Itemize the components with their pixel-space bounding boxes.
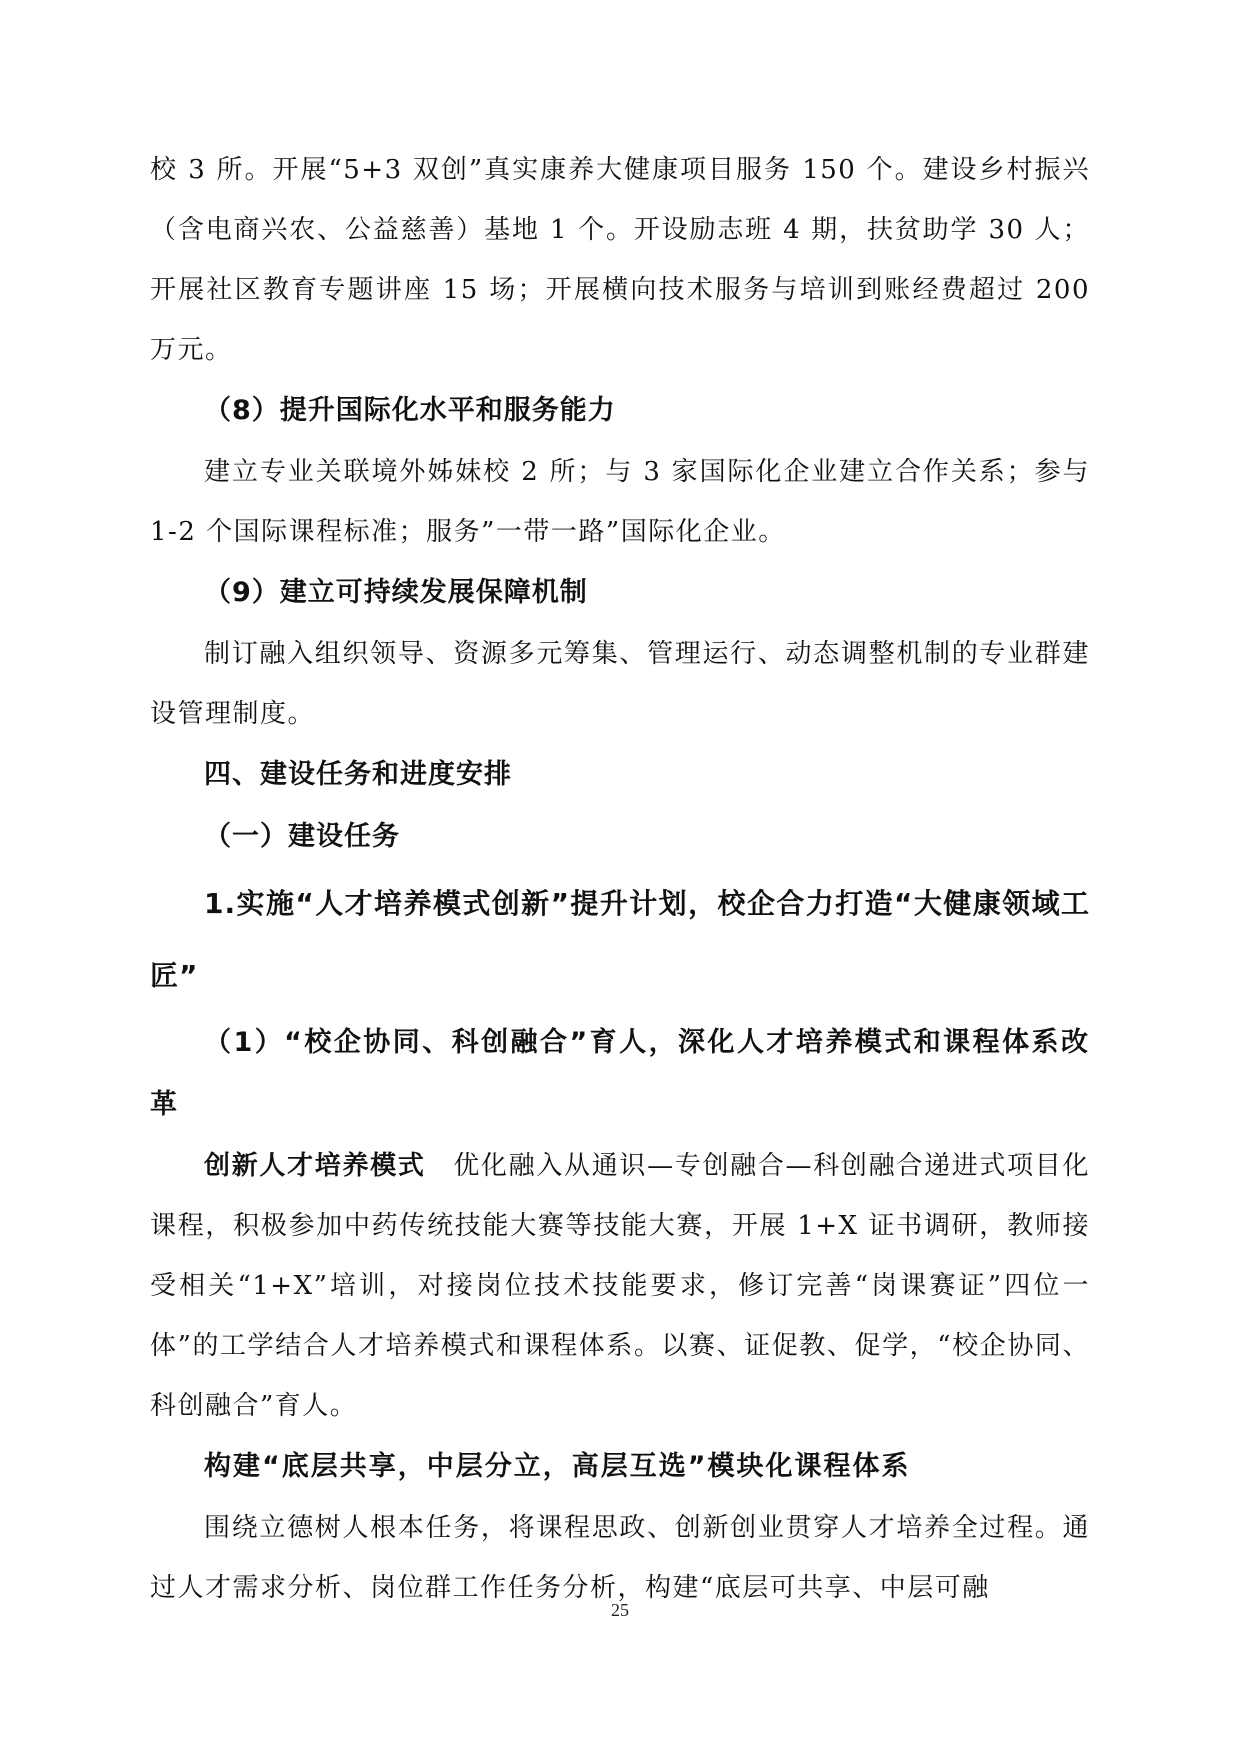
task-heading-talent-model: 1.实施“人才培养模式创新”提升计划，校企合力打造“大健康领域工匠”	[150, 887, 1090, 992]
subtask-heading-curriculum: 构建“底层共享，中层分立，高层互选”模块化课程体系	[204, 1451, 911, 1482]
subsection-heading-tasks: （一）建设任务	[204, 821, 400, 852]
page-number: 25	[611, 1600, 629, 1620]
paragraph-continued: 校 3 所。开展“5+3 双创”真实康养大健康项目服务 150 个。建设乡村振兴（含电商兴农、公益慈善）基地 1 个。开设励志班 4 期，扶贫助学 30 人；开展社区教育专题讲座 15 场；开展横向技术服务与培训到账经费超过 200 万元。	[150, 155, 1090, 365]
heading-sustainable-mechanism: （9）建立可持续发展保障机制	[204, 577, 588, 608]
section-heading-tasks-schedule: 四、建设任务和进度安排	[204, 759, 512, 790]
document-body	[150, 140, 1090, 1618]
paragraph-talent-model	[150, 1136, 1090, 1436]
paragraph-curriculum: 围绕立德树人根本任务，将课程思政、创新创业贯穿人才培养全过程。通过人才需求分析、岗位群工作任务分析，构建“底层可共享、中层可融	[150, 1513, 1090, 1603]
heading-international: （8）提升国际化水平和服务能力	[204, 395, 616, 426]
subtask-heading-collaboration: （1）“校企协同、科创融合”育人，深化人才培养模式和课程体系改革	[150, 1027, 1090, 1120]
paragraph-lead-talent-model: 创新人才培养模式	[204, 1151, 426, 1181]
paragraph-talent-model-text: 优化融入从通识—专创融合—科创融合递进式项目化课程，积极参加中药传统技能大赛等技能大赛，开展 1+X 证书调研，教师接受相关“1+X”培训，对接岗位技术技能要求，修订完善“岗课赛证”四位一体”的工学结合人才培养模式和课程体系。以赛、证促教、促学，“校企协同、科创融合”育人。	[150, 1151, 1090, 1421]
paragraph-sustainable-mechanism: 制订融入组织领导、资源多元筹集、管理运行、动态调整机制的专业群建设管理制度。	[150, 639, 1090, 729]
paragraph-international: 建立专业关联境外姊妹校 2 所；与 3 家国际化企业建立合作关系；参与 1-2 个国际课程标准；服务”一带一路”国际化企业。	[150, 457, 1090, 547]
